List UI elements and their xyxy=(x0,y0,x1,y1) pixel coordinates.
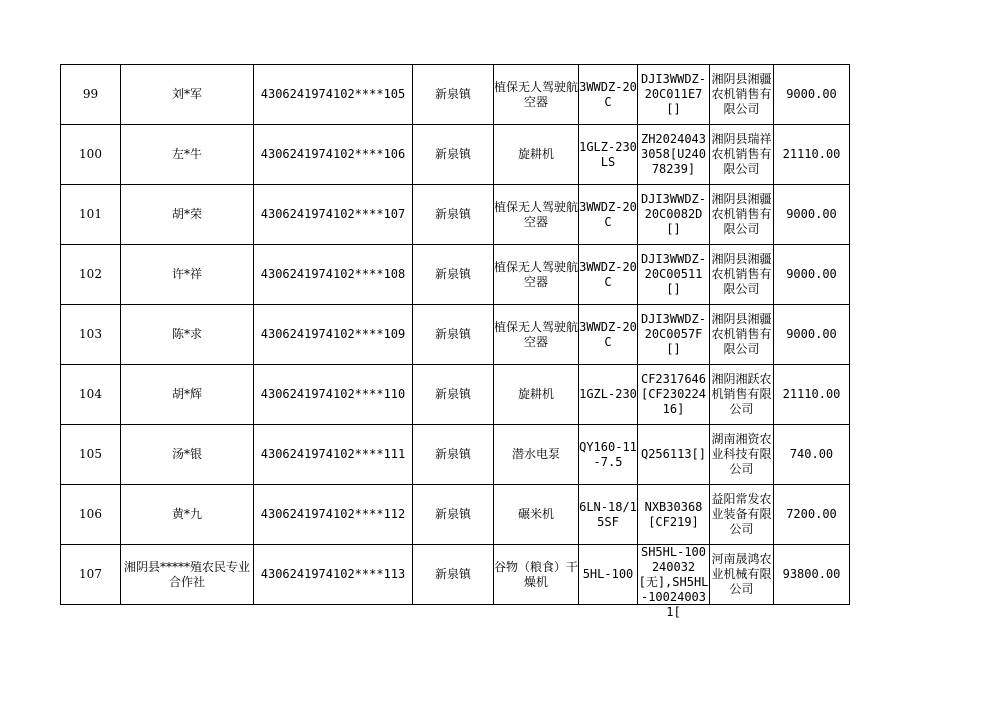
machine-cell xyxy=(494,185,579,245)
seller-cell xyxy=(710,365,774,425)
amount-cell-text: 9000.00 xyxy=(786,87,837,101)
id-number-cell xyxy=(254,185,413,245)
name-cell-text: 刘*军 xyxy=(171,87,202,101)
amount-cell xyxy=(774,305,850,365)
name-cell-text: 湘阴县*****殖农民专业合作社 xyxy=(123,559,250,589)
id-number-cell xyxy=(254,65,413,125)
row-number-cell xyxy=(61,245,121,305)
town-cell xyxy=(413,425,494,485)
model-cell-text: 1GZL-230 xyxy=(579,387,637,401)
serial-cell-text: SH5HL-100240032[无],SH5HL-100240031[ xyxy=(638,545,709,619)
model-cell xyxy=(579,485,638,545)
model-cell xyxy=(579,65,638,125)
seller-cell-text: 湘阴县湘疆农机销售有限公司 xyxy=(711,72,772,116)
id-number-cell-text: 4306241974102****112 xyxy=(260,507,406,521)
model-cell-text: 6LN-18/15SF xyxy=(579,499,637,529)
row-number-cell-text: 101 xyxy=(79,207,102,221)
machine-cell xyxy=(494,65,579,125)
serial-cell xyxy=(638,485,710,545)
seller-cell xyxy=(710,425,774,485)
id-number-cell-text: 4306241974102****105 xyxy=(260,87,406,101)
machine-cell xyxy=(494,425,579,485)
town-cell-text: 新泉镇 xyxy=(434,327,471,341)
seller-cell-text: 湘阴县湘疆农机销售有限公司 xyxy=(711,192,772,236)
amount-cell xyxy=(774,245,850,305)
model-cell xyxy=(579,425,638,485)
name-cell xyxy=(121,245,254,305)
serial-cell xyxy=(638,545,710,619)
machine-cell-text: 植保无人驾驶航空器 xyxy=(494,259,579,289)
serial-cell xyxy=(638,125,710,185)
model-cell xyxy=(579,185,638,245)
town-cell-text: 新泉镇 xyxy=(434,207,471,221)
row-number-cell-text: 107 xyxy=(79,567,102,581)
name-cell-text: 左*牛 xyxy=(171,147,202,161)
name-cell-text: 陈*求 xyxy=(171,327,202,341)
table-row xyxy=(61,545,850,605)
model-cell-text: 3WWDZ-20C xyxy=(579,319,637,349)
serial-cell xyxy=(638,365,710,425)
model-cell xyxy=(579,125,638,185)
serial-cell-text: DJI3WWDZ-20C0057F[] xyxy=(640,312,707,356)
row-number-cell-text: 100 xyxy=(79,147,102,161)
machine-cell-text: 植保无人驾驶航空器 xyxy=(494,79,579,109)
id-number-cell xyxy=(254,245,413,305)
town-cell xyxy=(413,245,494,305)
table-row xyxy=(61,425,850,485)
amount-cell xyxy=(774,485,850,545)
amount-cell-text: 9000.00 xyxy=(786,267,837,281)
model-cell-text: QY160-11-7.5 xyxy=(579,439,637,469)
seller-cell xyxy=(710,305,774,365)
amount-cell-text: 21110.00 xyxy=(782,147,841,161)
serial-cell xyxy=(638,425,710,485)
row-number-cell xyxy=(61,425,121,485)
town-cell-text: 新泉镇 xyxy=(434,507,471,521)
model-cell-text: 3WWDZ-20C xyxy=(579,79,637,109)
town-cell xyxy=(413,305,494,365)
name-cell xyxy=(121,185,254,245)
seller-cell-text: 湘阴湘跃农机销售有限公司 xyxy=(711,372,772,416)
machine-cell-text: 植保无人驾驶航空器 xyxy=(494,199,579,229)
town-cell xyxy=(413,545,494,605)
amount-cell-text: 93800.00 xyxy=(782,567,841,581)
serial-cell xyxy=(638,65,710,125)
amount-cell xyxy=(774,65,850,125)
model-cell-text: 1GLZ-230LS xyxy=(579,139,637,169)
subsidy-table xyxy=(60,64,850,619)
seller-cell xyxy=(710,125,774,185)
town-cell-text: 新泉镇 xyxy=(434,267,471,281)
amount-cell xyxy=(774,365,850,425)
table-row xyxy=(61,485,850,545)
model-cell-text: 5HL-100 xyxy=(582,567,634,581)
amount-cell-text: 7200.00 xyxy=(786,507,837,521)
town-cell-text: 新泉镇 xyxy=(434,87,471,101)
name-cell xyxy=(121,485,254,545)
serial-cell-text: DJI3WWDZ-20C0082D[] xyxy=(640,192,707,236)
id-number-cell xyxy=(254,425,413,485)
amount-cell-text: 9000.00 xyxy=(786,207,837,221)
table-row xyxy=(61,245,850,305)
row-number-cell xyxy=(61,125,121,185)
row-number-cell-text: 103 xyxy=(79,327,102,341)
serial-cell xyxy=(638,305,710,365)
town-cell-text: 新泉镇 xyxy=(434,147,471,161)
id-number-cell xyxy=(254,125,413,185)
name-cell xyxy=(121,365,254,425)
serial-cell-text: Q256113[] xyxy=(640,447,707,461)
seller-cell-text: 湘阴县瑞祥农机销售有限公司 xyxy=(711,132,772,176)
machine-cell xyxy=(494,485,579,545)
row-number-cell-text: 99 xyxy=(82,87,99,101)
row-number-cell xyxy=(61,305,121,365)
seller-cell-text: 河南晟鸿农业机械有限公司 xyxy=(711,552,772,596)
machine-cell-text: 植保无人驾驶航空器 xyxy=(494,319,579,349)
name-cell-text: 胡*辉 xyxy=(171,387,202,401)
serial-cell-text: DJI3WWDZ-20C011E7[] xyxy=(640,72,707,116)
seller-cell-text: 湘阴县湘疆农机销售有限公司 xyxy=(711,252,772,296)
machine-cell-text: 谷物（粮食）干燥机 xyxy=(494,559,579,589)
machine-cell-text: 旋耕机 xyxy=(517,387,554,401)
amount-cell xyxy=(774,125,850,185)
table-row xyxy=(61,365,850,425)
id-number-cell xyxy=(254,365,413,425)
amount-cell xyxy=(774,185,850,245)
model-cell xyxy=(579,365,638,425)
machine-cell xyxy=(494,365,579,425)
id-number-cell-text: 4306241974102****106 xyxy=(260,147,406,161)
row-number-cell xyxy=(61,65,121,125)
id-number-cell-text: 4306241974102****111 xyxy=(260,447,406,461)
town-cell-text: 新泉镇 xyxy=(434,447,471,461)
seller-cell xyxy=(710,545,774,605)
row-number-cell-text: 106 xyxy=(79,507,102,521)
amount-cell-text: 21110.00 xyxy=(782,387,841,401)
table-body xyxy=(61,65,850,619)
serial-cell-text: DJI3WWDZ-20C00511[] xyxy=(640,252,707,296)
id-number-cell xyxy=(254,305,413,365)
serial-cell-text: ZH20240433058[U24078239] xyxy=(640,132,707,176)
id-number-cell-text: 4306241974102****110 xyxy=(260,387,406,401)
row-number-cell xyxy=(61,545,121,605)
id-number-cell xyxy=(254,545,413,605)
id-number-cell-text: 4306241974102****108 xyxy=(260,267,406,281)
table-row xyxy=(61,125,850,185)
row-number-cell xyxy=(61,485,121,545)
id-number-cell-text: 4306241974102****109 xyxy=(260,327,406,341)
town-cell xyxy=(413,365,494,425)
table-row xyxy=(61,185,850,245)
row-number-cell-text: 105 xyxy=(79,447,102,461)
model-cell xyxy=(579,245,638,305)
seller-cell xyxy=(710,65,774,125)
row-number-cell-text: 104 xyxy=(79,387,102,401)
serial-cell xyxy=(638,185,710,245)
machine-cell xyxy=(494,545,579,605)
model-cell-text: 3WWDZ-20C xyxy=(579,259,637,289)
seller-cell-text: 湖南湘资农业科技有限公司 xyxy=(711,432,772,476)
town-cell xyxy=(413,485,494,545)
table-row xyxy=(61,65,850,125)
machine-cell-text: 碾米机 xyxy=(517,507,554,521)
name-cell xyxy=(121,305,254,365)
seller-cell-text: 益阳常发农业装备有限公司 xyxy=(711,492,772,536)
machine-cell xyxy=(494,305,579,365)
name-cell-text: 许*祥 xyxy=(171,267,202,281)
model-cell xyxy=(579,305,638,365)
row-number-cell-text: 102 xyxy=(79,267,102,281)
name-cell xyxy=(121,425,254,485)
machine-cell xyxy=(494,125,579,185)
name-cell xyxy=(121,65,254,125)
amount-cell-text: 740.00 xyxy=(789,447,834,461)
row-number-cell xyxy=(61,365,121,425)
id-number-cell-text: 4306241974102****113 xyxy=(260,567,406,581)
seller-cell xyxy=(710,485,774,545)
name-cell-text: 汤*银 xyxy=(171,447,202,461)
model-cell xyxy=(579,545,638,605)
amount-cell-text: 9000.00 xyxy=(786,327,837,341)
serial-cell xyxy=(638,245,710,305)
table-row xyxy=(61,305,850,365)
seller-cell xyxy=(710,245,774,305)
row-number-cell xyxy=(61,185,121,245)
machine-cell xyxy=(494,245,579,305)
id-number-cell-text: 4306241974102****107 xyxy=(260,207,406,221)
id-number-cell xyxy=(254,485,413,545)
name-cell-text: 黄*九 xyxy=(171,507,202,521)
town-cell-text: 新泉镇 xyxy=(434,567,471,581)
amount-cell xyxy=(774,545,850,605)
serial-cell-text: NXB30368[CF219] xyxy=(644,499,703,529)
amount-cell xyxy=(774,425,850,485)
seller-cell-text: 湘阴县湘疆农机销售有限公司 xyxy=(711,312,772,356)
seller-cell xyxy=(710,185,774,245)
town-cell xyxy=(413,185,494,245)
serial-cell-text: CF2317646[CF23022416] xyxy=(640,372,707,416)
name-cell-text: 胡*荣 xyxy=(171,207,202,221)
town-cell xyxy=(413,65,494,125)
name-cell xyxy=(121,125,254,185)
name-cell xyxy=(121,545,254,605)
machine-cell-text: 潜水电泵 xyxy=(511,447,560,461)
town-cell-text: 新泉镇 xyxy=(434,387,471,401)
machine-cell-text: 旋耕机 xyxy=(517,147,554,161)
town-cell xyxy=(413,125,494,185)
model-cell-text: 3WWDZ-20C xyxy=(579,199,637,229)
